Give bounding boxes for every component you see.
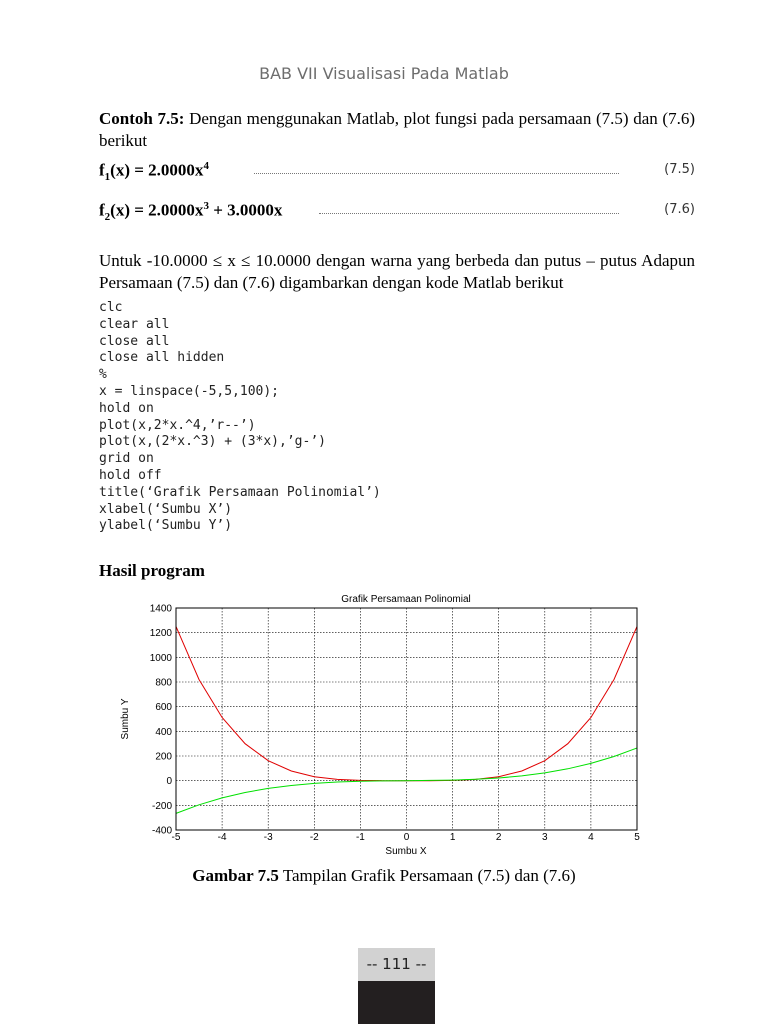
running-head: BAB VII Visualisasi Pada Matlab: [259, 64, 509, 83]
code-line: hold off: [99, 467, 162, 483]
chart-grid: [176, 608, 637, 830]
x-tick-label: 2: [495, 832, 502, 843]
equation-formula: $f_2(x) = 2.0000x^3 + 3.0000x$: [99, 200, 283, 224]
chart-ticks: [150, 604, 640, 844]
polynomial-chart: [100, 588, 660, 858]
code-line: plot(x,(2*x.^3) + (3*x),’g-’): [99, 434, 326, 450]
x-axis-label: Sumbu X: [385, 846, 427, 857]
y-tick-label: 1000: [149, 652, 172, 664]
code-line: close all: [99, 333, 170, 349]
equation-number: (7.5): [664, 162, 695, 177]
leader-dots: [319, 213, 619, 214]
x-tick-label: 1: [449, 832, 456, 843]
code-line: clear all: [99, 316, 170, 332]
code-line: plot(x,2*x.^4,’r--’): [99, 417, 256, 433]
x-tick-label: -1: [355, 832, 365, 843]
result-heading: Hasil program: [99, 561, 205, 580]
equation-7-5: [99, 160, 695, 188]
series-line-1: [176, 627, 637, 781]
x-tick-label: -5: [171, 832, 181, 843]
matlab-code-block: [99, 300, 381, 535]
equation-7-6: [99, 200, 695, 228]
page-number: -- 111 --: [358, 948, 435, 981]
x-tick-label: 3: [542, 832, 548, 843]
y-tick-label: 600: [155, 702, 172, 714]
y-tick-label: -200: [151, 800, 172, 812]
code-line: hold on: [99, 400, 154, 416]
code-line: grid on: [99, 451, 154, 467]
equation-number: (7.6): [664, 202, 695, 217]
code-line: ylabel(‘Sumbu Y’): [99, 518, 233, 534]
y-tick-label: 1400: [149, 603, 172, 615]
code-line: %: [99, 367, 107, 383]
x-tick-label: 4: [588, 832, 594, 843]
page-footer-block: [358, 981, 435, 1024]
x-tick-label: -3: [263, 832, 273, 843]
y-tick-label: -400: [151, 825, 172, 837]
y-tick-label: 800: [155, 677, 172, 689]
code-line: clc: [99, 300, 123, 315]
example-intro: [99, 108, 695, 152]
code-line: close all hidden: [99, 350, 225, 366]
x-tick-label: 5: [634, 832, 640, 843]
y-tick-label: 0: [166, 776, 172, 788]
caption-label: Gambar 7.5: [192, 866, 279, 885]
code-line: x = linspace(-5,5,100);: [99, 383, 280, 399]
code-line: title(‘Grafik Persamaan Polinomial’): [99, 484, 381, 500]
y-tick-label: 400: [155, 726, 172, 738]
chart-title: Grafik Persamaan Polinomial: [341, 594, 471, 605]
code-line: xlabel(‘Sumbu X’): [99, 501, 233, 517]
x-tick-label: -2: [309, 832, 319, 843]
example-text: Dengan menggunakan Matlab, plot fungsi pada persamaan (7.5) dan (7.6) berikut: [99, 109, 695, 150]
equation-formula: $f_1(x) = 2.0000x^4$: [99, 160, 209, 184]
x-tick-label: -4: [217, 832, 227, 843]
caption-text: Tampilan Grafik Persamaan (7.5) dan (7.6): [282, 866, 576, 885]
x-tick-label: 0: [403, 832, 410, 843]
y-axis-label: Sumbu Y: [120, 698, 131, 740]
y-tick-label: 200: [155, 751, 172, 763]
example-label: Contoh 7.5:: [99, 109, 185, 128]
range-paragraph: Untuk -10.0000 ≤ x ≤ 10.0000 dengan warna yang berbeda dan putus – putus Adapun Persamaan (7.5) dan (7.6) digambarkan dengan kode Matlab berikut: [99, 251, 695, 292]
y-tick-label: 1200: [149, 628, 172, 640]
leader-dots: [254, 173, 619, 174]
figure-caption: [0, 866, 768, 886]
